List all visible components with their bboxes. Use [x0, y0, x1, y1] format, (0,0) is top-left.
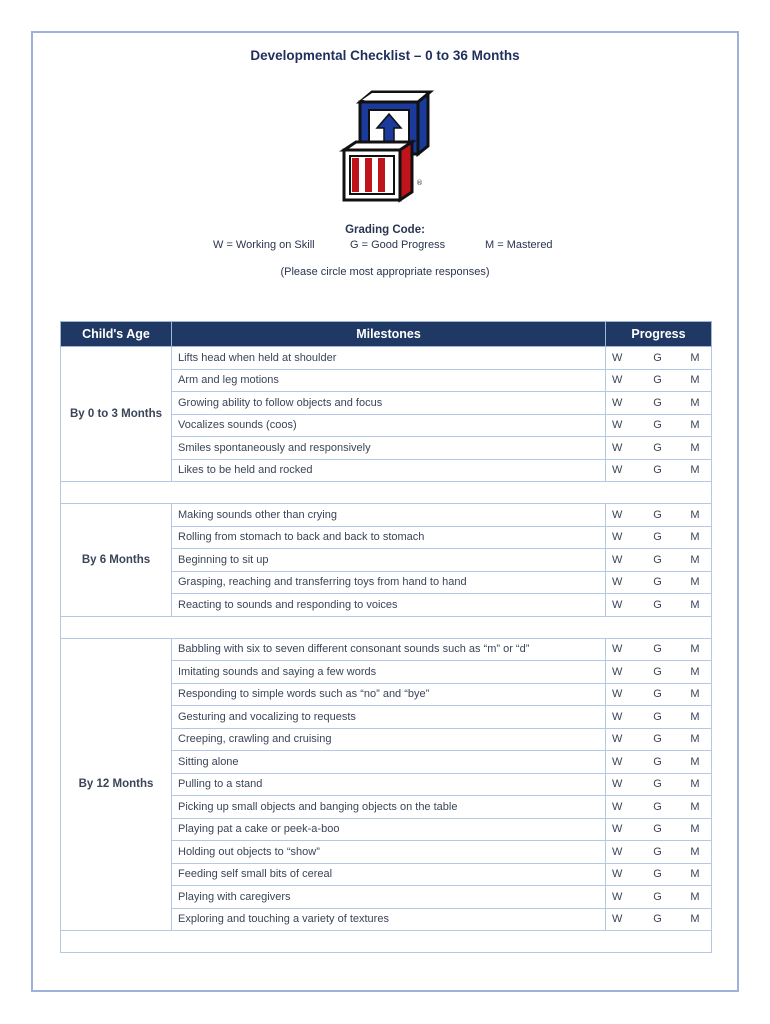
milestone-text: Growing ability to follow objects and focus [172, 392, 606, 415]
grading-code-w: W = Working on Skill [213, 239, 315, 251]
progress-option-w[interactable]: W [612, 351, 623, 364]
milestone-text: Making sounds other than crying [172, 504, 606, 527]
progress-option-m[interactable]: M [690, 598, 700, 611]
progress-option-g[interactable]: G [653, 800, 662, 813]
progress-option-g[interactable]: G [653, 845, 662, 858]
grading-code-title: Grading Code: [345, 224, 425, 236]
milestone-text: Reacting to sounds and responding to voices [172, 594, 606, 617]
progress-cell [606, 594, 712, 617]
progress-option-g[interactable]: G [653, 374, 662, 387]
milestone-text: Likes to be held and rocked [172, 459, 606, 482]
progress-option-w[interactable]: W [612, 710, 623, 723]
milestone-text: Holding out objects to “show” [172, 841, 606, 864]
progress-option-m[interactable]: M [690, 665, 700, 678]
progress-option-m[interactable]: M [690, 823, 700, 836]
progress-option-w[interactable]: W [612, 845, 623, 858]
milestone-text: Babbling with six to seven different consonant sounds such as “m” or “d” [172, 638, 606, 661]
progress-option-m[interactable]: M [690, 464, 700, 477]
milestone-text: Sitting alone [172, 751, 606, 774]
progress-cell [606, 369, 712, 392]
spacer-cell [61, 616, 712, 638]
progress-option-m[interactable]: M [690, 913, 700, 926]
progress-option-w[interactable]: W [612, 800, 623, 813]
table-row [61, 504, 712, 527]
progress-option-w[interactable]: W [612, 508, 623, 521]
progress-option-m[interactable]: M [690, 643, 700, 656]
group-spacer-row [61, 482, 712, 504]
progress-option-m[interactable]: M [690, 710, 700, 723]
progress-cell [606, 796, 712, 819]
progress-option-g[interactable]: G [653, 688, 662, 701]
progress-cell [606, 818, 712, 841]
progress-cell [606, 706, 712, 729]
milestone-text: Exploring and touching a variety of textures [172, 908, 606, 931]
progress-option-m[interactable]: M [690, 778, 700, 791]
progress-cell [606, 347, 712, 370]
progress-cell [606, 886, 712, 909]
progress-option-w[interactable]: W [612, 868, 623, 881]
progress-option-m[interactable]: M [690, 419, 700, 432]
milestone-text: Playing pat a cake or peek-a-boo [172, 818, 606, 841]
milestone-text: Pulling to a stand [172, 773, 606, 796]
milestone-table [60, 321, 712, 953]
progress-option-g[interactable]: G [653, 576, 662, 589]
progress-option-g[interactable]: G [653, 419, 662, 432]
progress-option-w[interactable]: W [612, 665, 623, 678]
milestone-text: Feeding self small bits of cereal [172, 863, 606, 886]
milestone-text: Vocalizes sounds (coos) [172, 414, 606, 437]
progress-option-g[interactable]: G [653, 868, 662, 881]
progress-option-w[interactable]: W [612, 419, 623, 432]
header-milestones: Milestones [172, 322, 606, 347]
progress-option-w[interactable]: W [612, 890, 623, 903]
document-title: Developmental Checklist – 0 to 36 Months [250, 48, 520, 63]
grading-code-m: M = Mastered [485, 239, 553, 251]
progress-cell [606, 841, 712, 864]
progress-option-m[interactable]: M [690, 576, 700, 589]
progress-option-g[interactable]: G [653, 598, 662, 611]
progress-option-m[interactable]: M [690, 733, 700, 746]
progress-option-w[interactable]: W [612, 531, 623, 544]
age-group-label: By 6 Months [61, 504, 172, 617]
milestone-text: Grasping, reaching and transferring toys from hand to hand [172, 571, 606, 594]
registered-mark: ® [416, 179, 423, 187]
progress-cell [606, 504, 712, 527]
progress-option-m[interactable]: M [690, 755, 700, 768]
header-progress: Progress [606, 322, 712, 347]
progress-option-w[interactable]: W [612, 778, 623, 791]
progress-option-w[interactable]: W [612, 688, 623, 701]
progress-option-g[interactable]: G [653, 508, 662, 521]
progress-cell [606, 683, 712, 706]
progress-option-w[interactable]: W [612, 823, 623, 836]
table-row [61, 347, 712, 370]
progress-option-m[interactable]: M [690, 800, 700, 813]
progress-cell [606, 751, 712, 774]
progress-option-g[interactable]: G [653, 553, 662, 566]
progress-option-m[interactable]: M [690, 868, 700, 881]
progress-option-m[interactable]: M [690, 531, 700, 544]
progress-option-g[interactable]: G [653, 643, 662, 656]
group-spacer-row [61, 616, 712, 638]
progress-option-g[interactable]: G [653, 441, 662, 454]
progress-option-w[interactable]: W [612, 598, 623, 611]
progress-option-g[interactable]: G [653, 890, 662, 903]
progress-cell [606, 638, 712, 661]
progress-cell [606, 392, 712, 415]
progress-option-m[interactable]: M [690, 351, 700, 364]
progress-option-g[interactable]: G [653, 351, 662, 364]
table-header-row [61, 322, 712, 347]
progress-option-w[interactable]: W [612, 374, 623, 387]
progress-cell [606, 526, 712, 549]
table-body [61, 347, 712, 953]
progress-option-m[interactable]: M [690, 374, 700, 387]
milestone-text: Lifts head when held at shoulder [172, 347, 606, 370]
progress-cell [606, 773, 712, 796]
progress-cell [606, 571, 712, 594]
progress-cell [606, 437, 712, 460]
milestone-text: Responding to simple words such as “no” and “bye” [172, 683, 606, 706]
progress-option-g[interactable]: G [653, 778, 662, 791]
milestone-text: Beginning to sit up [172, 549, 606, 572]
progress-option-m[interactable]: M [690, 890, 700, 903]
progress-option-m[interactable]: M [690, 688, 700, 701]
spacer-cell [61, 931, 712, 953]
alphabet-blocks-logo [338, 90, 422, 202]
progress-cell [606, 908, 712, 931]
progress-option-g[interactable]: G [653, 396, 662, 409]
progress-cell [606, 549, 712, 572]
milestone-text: Rolling from stomach to back and back to stomach [172, 526, 606, 549]
group-spacer-row [61, 931, 712, 953]
progress-option-w[interactable]: W [612, 441, 623, 454]
age-group-label: By 0 to 3 Months [61, 347, 172, 482]
progress-option-w[interactable]: W [612, 755, 623, 768]
milestone-text: Imitating sounds and saying a few words [172, 661, 606, 684]
progress-option-w[interactable]: W [612, 576, 623, 589]
progress-option-m[interactable]: M [690, 508, 700, 521]
progress-option-w[interactable]: W [612, 464, 623, 477]
progress-option-m[interactable]: M [690, 845, 700, 858]
milestone-text: Arm and leg motions [172, 369, 606, 392]
progress-cell [606, 414, 712, 437]
progress-option-g[interactable]: G [653, 665, 662, 678]
progress-option-g[interactable]: G [653, 531, 662, 544]
progress-option-w[interactable]: W [612, 553, 623, 566]
progress-option-g[interactable]: G [653, 710, 662, 723]
progress-cell [606, 863, 712, 886]
progress-option-m[interactable]: M [690, 396, 700, 409]
progress-cell [606, 728, 712, 751]
header-childs-age: Child's Age [61, 322, 172, 347]
milestone-text: Playing with caregivers [172, 886, 606, 909]
milestone-text: Gesturing and vocalizing to requests [172, 706, 606, 729]
progress-option-g[interactable]: G [653, 733, 662, 746]
age-group-label: By 12 Months [61, 638, 172, 931]
progress-cell [606, 459, 712, 482]
progress-option-g[interactable]: G [653, 823, 662, 836]
instructions-note: (Please circle most appropriate responses) [280, 266, 490, 278]
progress-option-g[interactable]: G [653, 464, 662, 477]
progress-option-w[interactable]: W [612, 913, 623, 926]
progress-option-m[interactable]: M [690, 441, 700, 454]
spacer-cell [61, 482, 712, 504]
progress-option-w[interactable]: W [612, 643, 623, 656]
progress-option-w[interactable]: W [612, 733, 623, 746]
milestone-text: Picking up small objects and banging objects on the table [172, 796, 606, 819]
milestone-text: Smiles spontaneously and responsively [172, 437, 606, 460]
progress-option-g[interactable]: G [653, 913, 662, 926]
grading-code-g: G = Good Progress [350, 239, 446, 251]
progress-option-m[interactable]: M [690, 553, 700, 566]
milestone-text: Creeping, crawling and cruising [172, 728, 606, 751]
progress-option-g[interactable]: G [653, 755, 662, 768]
progress-cell [606, 661, 712, 684]
table-row [61, 638, 712, 661]
progress-option-w[interactable]: W [612, 396, 623, 409]
